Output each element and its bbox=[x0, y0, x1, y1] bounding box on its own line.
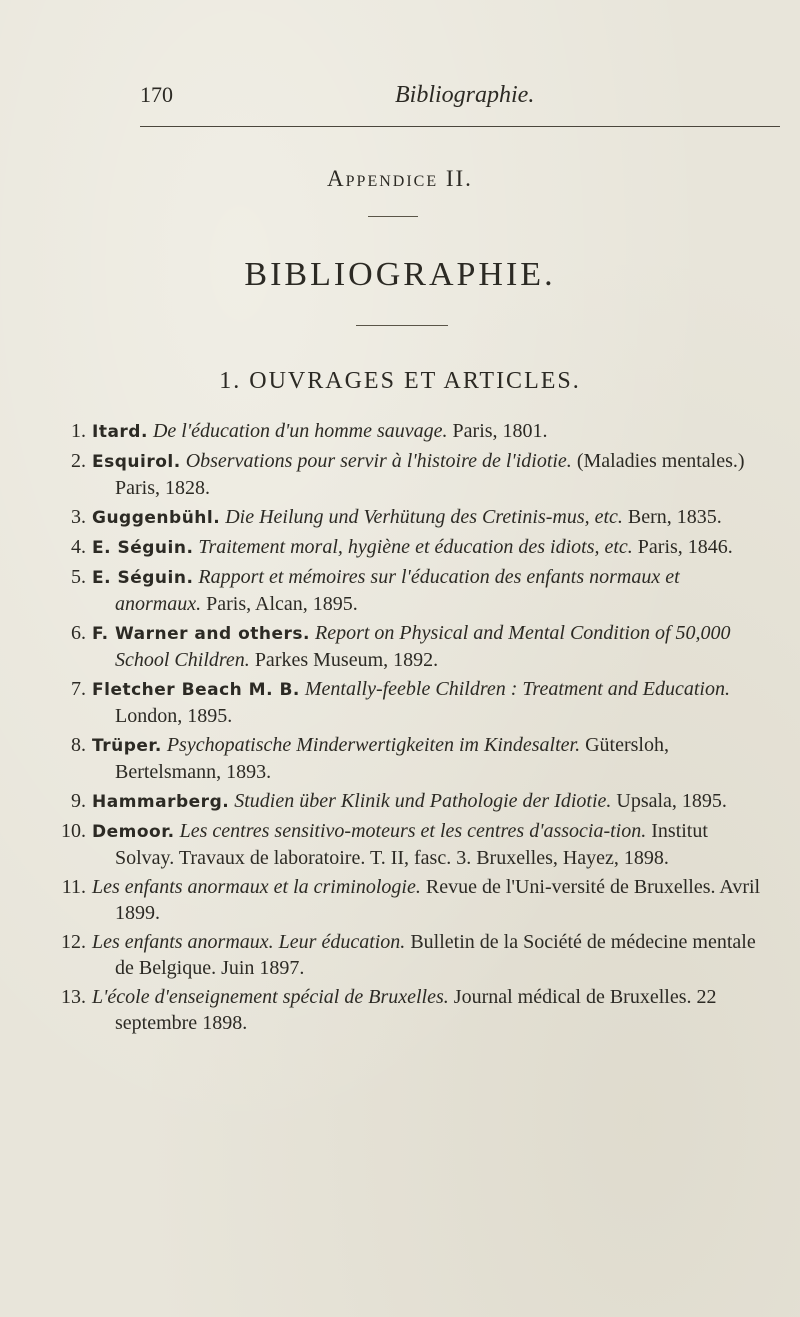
bibliography-entry bbox=[40, 534, 770, 561]
entry-number: 2. bbox=[71, 450, 86, 472]
entry-title: L'école d'enseignement spécial de Bruxelles. bbox=[92, 986, 449, 1008]
bibliography-entry bbox=[40, 984, 770, 1036]
running-head bbox=[140, 82, 780, 122]
running-title: Bibliographie. bbox=[395, 82, 535, 108]
entry-number: 3. bbox=[71, 506, 86, 528]
entry-title: Report on Physical and Mental Condition of 50,000 School Children. bbox=[115, 622, 731, 671]
entry-author: Itard. bbox=[92, 422, 148, 442]
entry-author: Guggenbühl. bbox=[92, 508, 221, 528]
entry-title: Die Heilung und Verhütung des Cretinis-mus, etc. bbox=[225, 506, 623, 528]
entry-number: 9. bbox=[71, 790, 86, 812]
entry-title: Les enfants anormaux et la criminologie. bbox=[92, 876, 421, 898]
entry-number: 12. bbox=[61, 931, 86, 953]
section-heading: 1. OUVRAGES ET ARTICLES. bbox=[219, 368, 581, 394]
bibliography-entry bbox=[40, 418, 770, 445]
entry-publication: Journal médical de Bruxelles. 22 septembre 1898. bbox=[115, 986, 717, 1034]
ornamental-rule bbox=[356, 325, 448, 326]
entry-number: 4. bbox=[71, 536, 86, 558]
entry-publication: Bulletin de la Société de médecine mentale de Belgique. Juin 1897. bbox=[115, 931, 756, 979]
entry-author: E. Séguin. bbox=[92, 568, 194, 588]
entry-publication: Bern, 1835. bbox=[627, 506, 722, 528]
bibliography-entry bbox=[40, 818, 770, 871]
entry-author: E. Séguin. bbox=[92, 538, 194, 558]
entry-title: Traitement moral, hygiène et éducation des idiots, etc. bbox=[198, 536, 633, 558]
bibliography-entry bbox=[40, 874, 770, 926]
entry-author: Hammarberg. bbox=[92, 792, 230, 812]
entry-number: 1. bbox=[71, 420, 86, 442]
bibliography-list bbox=[40, 418, 770, 1039]
entry-title: Rapport et mémoires sur l'éducation des enfants normaux et anormaux. bbox=[115, 566, 680, 615]
bibliography-entry bbox=[40, 788, 770, 815]
entry-title: De l'éducation d'un homme sauvage. bbox=[152, 420, 448, 442]
appendix-heading: Appendice II. bbox=[327, 166, 473, 191]
entry-title: Les enfants anormaux. Leur éducation. bbox=[92, 931, 406, 953]
entry-author: Demoor. bbox=[92, 822, 175, 842]
main-heading: BIBLIOGRAPHIE. bbox=[244, 256, 556, 293]
entry-title: Studien über Klinik und Pathologie der Idiotie. bbox=[234, 790, 612, 812]
entry-publication: Parkes Museum, 1892. bbox=[254, 649, 439, 671]
entry-publication: Paris, Alcan, 1895. bbox=[206, 593, 358, 615]
entry-publication: Upsala, 1895. bbox=[616, 790, 727, 812]
entry-publication: Paris, 1846. bbox=[637, 536, 733, 558]
entry-author: F. Warner and others. bbox=[92, 624, 310, 644]
bibliography-entry bbox=[40, 732, 770, 785]
entry-author: Fletcher Beach M. B. bbox=[92, 680, 300, 700]
entry-title: Psychopatische Minderwertigkeiten im Kindesalter. bbox=[166, 734, 581, 756]
bibliography-entry bbox=[40, 448, 770, 501]
entry-publication: Paris, 1801. bbox=[452, 420, 548, 442]
entry-number: 7. bbox=[71, 678, 86, 700]
bibliography-entry bbox=[40, 676, 770, 729]
entry-publication: Institut Solvay. Travaux de laboratoire. T. II, fasc. 3. Bruxelles, Hayez, 1898. bbox=[115, 820, 708, 869]
bibliography-entry bbox=[40, 929, 770, 981]
header-rule bbox=[140, 126, 780, 127]
entry-number: 11. bbox=[61, 876, 86, 898]
bibliography-entry bbox=[40, 564, 770, 617]
page-number: 170 bbox=[140, 82, 173, 107]
entry-number: 6. bbox=[71, 622, 86, 644]
entry-author: Esquirol. bbox=[92, 452, 181, 472]
entry-number: 8. bbox=[71, 734, 86, 756]
entry-author: Trüper. bbox=[92, 736, 162, 756]
entry-title: Les centres sensitivo-moteurs et les centres d'associa-tion. bbox=[179, 820, 647, 842]
entry-publication: London, 1895. bbox=[115, 705, 233, 727]
entry-publication: Revue de l'Uni-versité de Bruxelles. Avril 1899. bbox=[115, 876, 761, 924]
entry-title: Observations pour servir à l'histoire de l'idiotie. bbox=[185, 450, 572, 472]
bibliography-entry bbox=[40, 504, 770, 531]
entry-title: Mentally-feeble Children : Treatment and Education. bbox=[304, 678, 730, 700]
entry-number: 13. bbox=[61, 986, 86, 1008]
entry-publication: (Maladies mentales.) Paris, 1828. bbox=[115, 450, 745, 499]
entry-publication: Gütersloh, Bertelsmann, 1893. bbox=[115, 734, 669, 783]
bibliography-entry bbox=[40, 620, 770, 673]
entry-number: 10. bbox=[61, 820, 86, 842]
entry-number: 5. bbox=[71, 566, 86, 588]
ornamental-rule bbox=[368, 216, 418, 217]
